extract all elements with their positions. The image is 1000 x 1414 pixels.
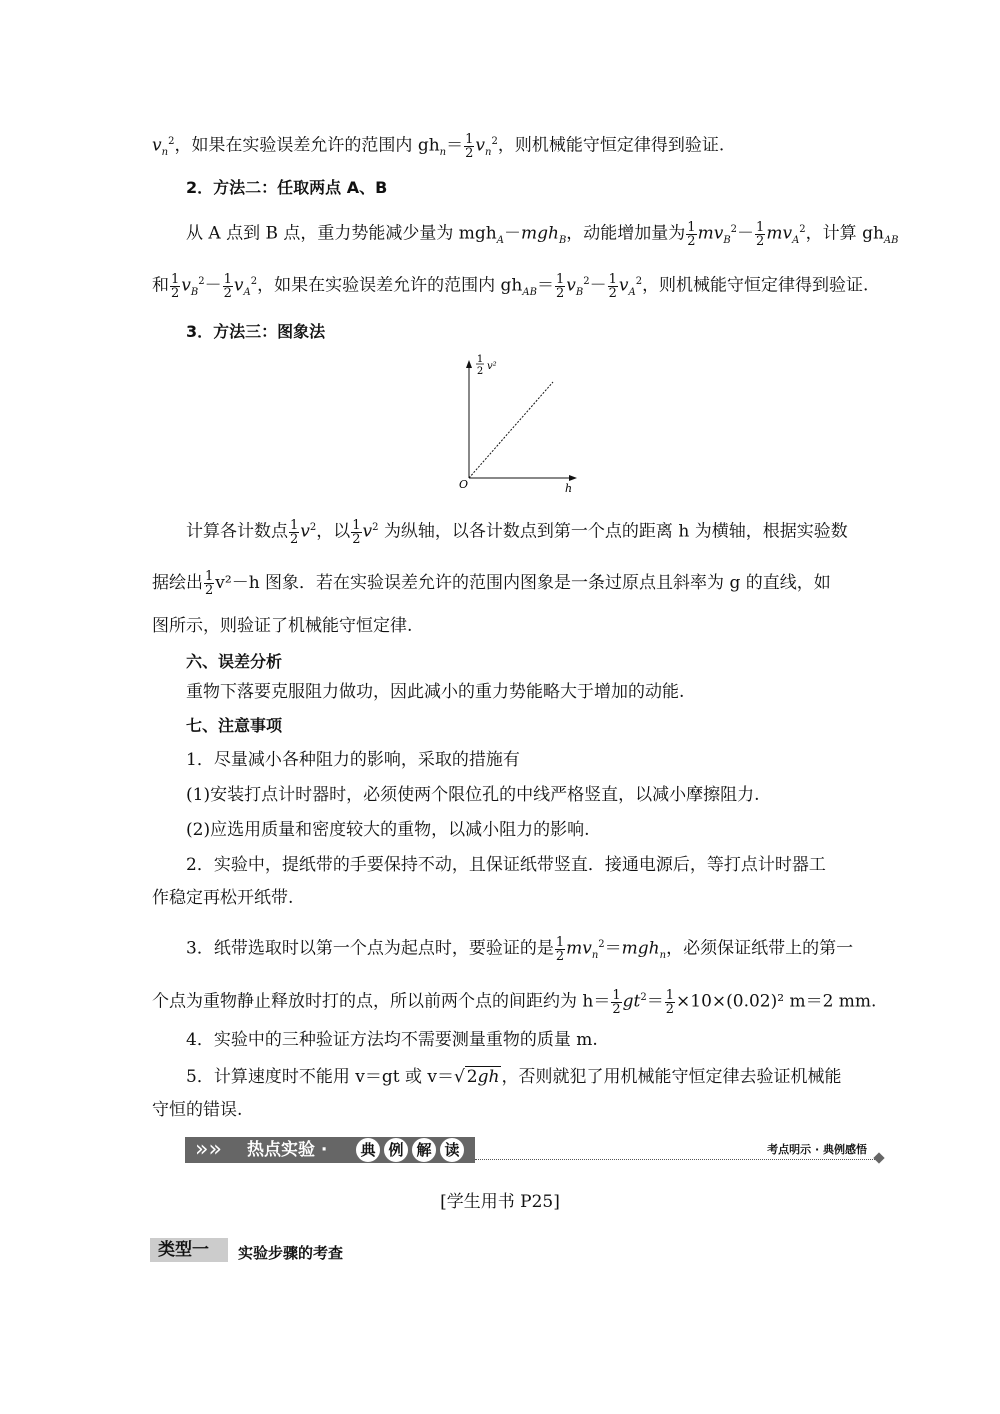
svg-text:1: 1	[476, 354, 484, 365]
y-axis-label: v²	[487, 361, 497, 372]
notes-item5c: 守恒的错误.	[152, 1100, 243, 1120]
graph	[455, 350, 585, 495]
banner-tag: 例	[383, 1137, 409, 1163]
banner-title: 热点实验 ·	[247, 1140, 328, 1160]
x-axis-arrow	[569, 475, 577, 481]
error-analysis-heading: 六、误差分析	[186, 652, 283, 671]
origin-label: O	[459, 478, 469, 491]
error-analysis-text: 重物下落要克服阻力做功，因此减小的重力势能略大于增加的动能.	[186, 682, 685, 702]
banner-tags	[355, 1137, 465, 1163]
notes-heading: 七、注意事项	[186, 716, 283, 735]
banner-tag: 读	[439, 1137, 465, 1163]
double-chevron-icon: »»	[195, 1137, 222, 1162]
svg-text:2: 2	[476, 366, 484, 377]
method2-line2: 和 $\frac{1}{2}$ $v_B^2-$ $\frac{1}{2}$ $v_A^2$，如果在实验误差允许的范围内 $gh_{AB}=$ $\frac{1}{2}$ $v_B^2-$ $\frac{1}{2}$ $v_A^2$，则机械能守恒定律得到验证.	[152, 271, 869, 301]
diamond-icon	[873, 1152, 884, 1163]
method3-para2: 据绘出 $\frac{1}{2}$ v²－h 图象．若在实验误差允许的范围内图象是一条过原点且斜率为 g 的直线，如	[152, 569, 831, 598]
banner-subtitle: 考点明示 · 典例感悟	[767, 1143, 867, 1156]
intro-line: $v_n^2$，如果在实验误差允许的范围内 $gh_n=$ $\frac{1}{2}$ $v_n^2$，则机械能守恒定律得到验证.	[152, 131, 725, 161]
notes-item1b: (2)应选用质量和密度较大的重物，以减小阻力的影响.	[186, 820, 590, 840]
data-line	[469, 382, 553, 478]
notes-item3a: 3．纸带选取时以第一个点为起点时，要验证的是 $\frac{1}{2}$ $mv_n^2=mgh_n$，必须保证纸带上的第一	[186, 934, 854, 964]
type-title: 实验步骤的考查	[238, 1244, 344, 1262]
method3-para1: 计算各计数点 $\frac{1}{2}$ $v^2$，以 $\frac{1}{2}$ $v^2$ 为纵轴，以各计数点到第一个点的距离 h 为横轴，根据实验数	[186, 517, 848, 547]
notes-item2b: 作稳定再松开纸带.	[152, 888, 294, 908]
notes-item3c: 个点为重物静止释放时打的点，所以前两个点的间距约为 h＝ $\frac{1}{2}$ $gt^2=$ $\frac{1}{2}$ ×10×(0.02)² m＝2 mm.	[152, 987, 877, 1017]
notes-item2a: 2．实验中，提纸带的手要保持不动，且保证纸带竖直．接通电源后，等打点计时器工	[186, 855, 826, 875]
banner-rule	[475, 1159, 875, 1161]
notes-item5a: 5．计算速度时不能用 v＝gt 或 v＝√ 2gh ，否则就犯了用机械能守恒定律去验证机械能	[186, 1067, 842, 1087]
book-reference: [学生用书 P25]	[440, 1192, 560, 1212]
banner-tag: 典	[355, 1137, 381, 1163]
notes-item1: 1．尽量减小各种阻力的影响，采取的措施有	[186, 750, 520, 770]
y-axis-arrow	[466, 360, 472, 368]
notes-item4: 4．实验中的三种验证方法均不需要测量重物的质量 m.	[186, 1030, 598, 1050]
x-axis-label: h	[565, 482, 573, 495]
section-banner	[185, 1133, 885, 1167]
banner-tag: 解	[411, 1137, 437, 1163]
notes-item1a: (1)安装打点计时器时，必须使两个限位孔的中线严格竖直，以减小摩擦阻力.	[186, 785, 760, 805]
method3-title: 3．方法三：图象法	[186, 322, 326, 341]
method3-para3: 图所示，则验证了机械能守恒定律.	[152, 616, 413, 636]
type-label: 类型一	[150, 1238, 228, 1262]
method2-line1: 从 A 点到 B 点，重力势能减少量为 mgh$_A$－mgh$_B$，动能增加量为 $\frac{1}{2}$ $mv_B^2-$ $\frac{1}{2}$ $mv_A^2$，计算 $gh_{AB}$	[186, 219, 899, 249]
method2-title: 2．方法二：任取两点 A、B	[186, 178, 388, 197]
